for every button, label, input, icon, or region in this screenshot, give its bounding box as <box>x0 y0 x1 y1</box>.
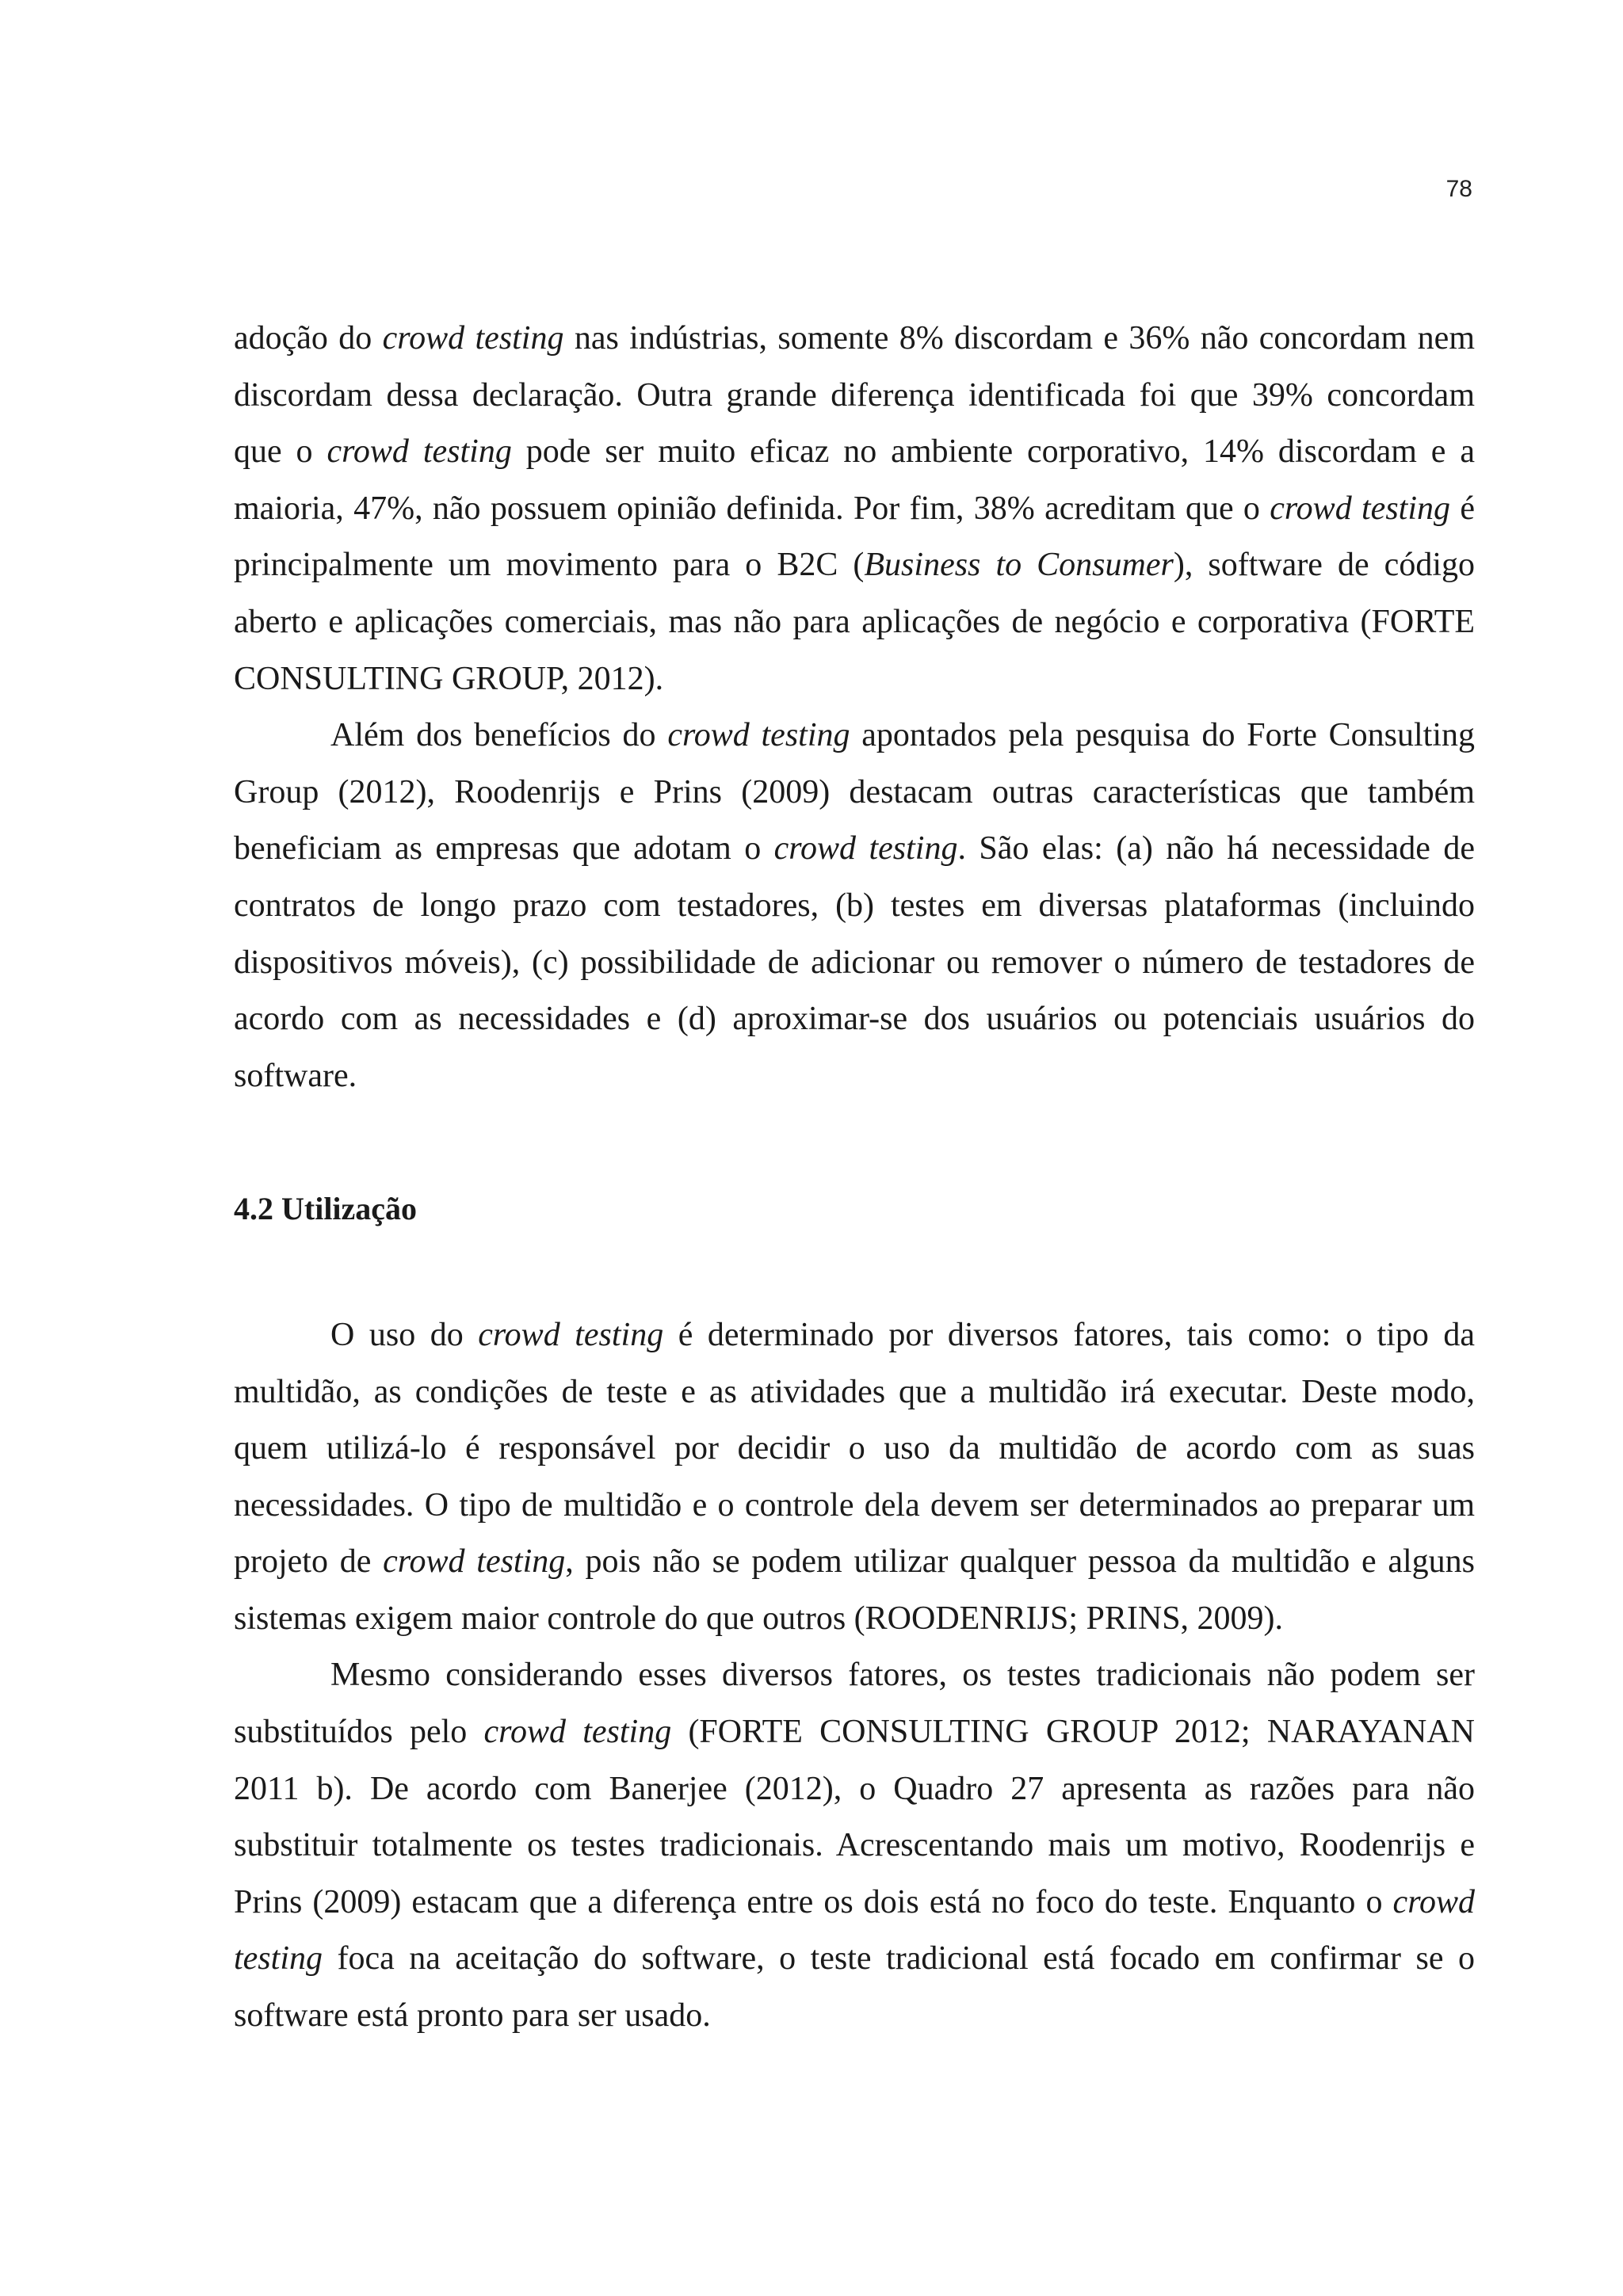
italic-term: crowd testing <box>773 830 958 868</box>
text-run: nas indústrias, somente 8% discordam e 36% não concordam nem discordam dessa declaração. Outra grande diferença identificada foi que 39% concordam que o <box>234 320 1475 471</box>
text-run: , pois não se podem utilizar qualquer pessoa da multidão e alguns sistemas exigem maior controle do que outros (ROODENRIJS; PRINS, 2009). <box>234 1543 1475 1637</box>
text-run: ), software de código aberto e aplicações comerciais, mas não para aplicações de negócio e corporativa (FORTE CONSULTING GROUP, 2012). <box>234 547 1475 697</box>
italic-term: crowd testing <box>478 1316 664 1353</box>
paragraph-1 <box>234 311 1475 707</box>
text-run: apontados pela pesquisa do Forte Consulting Group (2012), Roodenrijs e Prins (2009) destacam outras características que também beneficiam as empresas que adotam o <box>234 717 1476 868</box>
text-run: . São elas: (a) não há necessidade de contratos de longo prazo com testadores, (b) testes em diversas plataformas (incluindo dispositivos móveis), (c) possibilidade de adicionar ou remover o número de testadores de acordo com as necessidades e (d) aproximar-se dos usuários ou potenciais usuários do software. <box>234 830 1475 1094</box>
text-run: O uso do <box>330 1316 479 1353</box>
text-run: foca na aceitação do software, o teste tradicional está focado em confirmar se o software está pronto para ser usado. <box>234 1940 1475 2035</box>
text-run: é determinado por diversos fatores, tais como: o tipo da multidão, as condições de teste e as atividades que a multidão irá executar. Deste modo, quem utilizá-lo é responsável por decidir o uso da multidão de acordo com as suas necessidades. O tipo de multidão e o controle dela devem ser determinados ao preparar um projeto de <box>234 1316 1476 1581</box>
section-heading: 4.2 Utilização <box>234 1191 418 1227</box>
italic-term: crowd testing <box>483 1714 672 1751</box>
italic-term: Business to Consumer <box>864 547 1174 584</box>
paragraph-2 <box>234 707 1475 1104</box>
italic-term: crowd testing <box>327 433 512 471</box>
page-number: 78 <box>1445 176 1472 202</box>
text-run: (FORTE CONSULTING GROUP 2012; NARAYANAN 2011 b). De acordo com Banerjee (2012), o Quadro 27 apresenta as razões para não substituir totalmente os testes tradicionais. Acrescentando mais um motivo, Roodenrijs e Prins (2009) estacam que a diferença entre os dois está no foco do teste. Enquanto o <box>234 1714 1475 1920</box>
text-run: é principalmente um movimento para o B2C ( <box>234 490 1475 584</box>
paragraph-3 <box>234 1307 1475 1648</box>
italic-term: crowd testing <box>382 320 564 357</box>
italic-term: crowd testing <box>383 1543 566 1581</box>
text-run: pode ser muito eficaz no ambiente corporativo, 14% discordam e a maioria, 47%, não possuem opinião definida. Por fim, 38% acreditam que o <box>234 433 1476 527</box>
text-run: Além dos benefícios do <box>330 717 668 754</box>
paragraph-4 <box>234 1647 1475 2044</box>
text-run: Mesmo considerando esses diversos fatores, os testes tradicionais não podem ser substituídos pelo <box>234 1657 1475 1751</box>
italic-term: crowd testing <box>1270 490 1451 527</box>
italic-term: crowd testing <box>667 717 850 754</box>
text-run: adoção do <box>234 320 383 357</box>
italic-term: crowd testing <box>234 1883 1475 1978</box>
page-body <box>234 311 1475 2045</box>
